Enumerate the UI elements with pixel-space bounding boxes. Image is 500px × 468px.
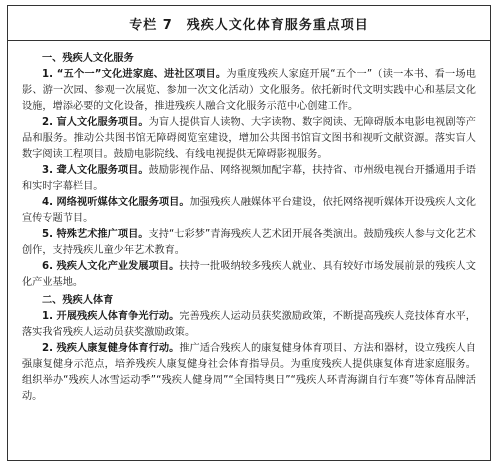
list-item [22, 227, 476, 259]
box-title-bar [8, 6, 490, 41]
item-head: 2. 残疾人康复健身体育行动。 [42, 343, 180, 354]
item-head: 3. 聋人文化服务项目。 [42, 165, 149, 176]
section-heading-culture: 一、残疾人文化服务 [42, 53, 134, 64]
item-body: 推广适合残疾人的康复健身体育项目、方法和器材，设立残疾人自强康复健身示范点，培养残疾人康复健身社会体育指导员。为重度残疾人提供康复体育进家庭服务。组织举办“残疾人冰雪运动季”“残疾人健身周”“全国特奥日”“残疾人环青海湖自行车赛”等体育品牌活动。 [22, 343, 476, 402]
item-head: 1. 开展残疾人体育争光行动。 [42, 311, 180, 322]
list-item [22, 67, 476, 115]
feature-box [7, 5, 491, 461]
list-item [22, 115, 476, 163]
item-body: 鼓励影视作品、网络视频加配字幕，扶持省、市州级电视台开播通用手语和实时字幕栏目。 [22, 165, 476, 192]
item-body: 为重度残疾人家庭开展“五个一”（读一本书、看一场电影、游一次园、参观一次展览、参加一次文化活动）文化服务。依托新时代文明实践中心和基层文化设施，增添必要的文化设备，推进残疾人融合文化服务示范中心创建工作。 [22, 69, 476, 112]
box-content [8, 41, 490, 405]
item-head: 4. 网络视听媒体文化服务项目。 [42, 197, 190, 208]
box-title: 残疾人文化体育服务重点项目 [186, 17, 369, 33]
item-head: 5. 特殊艺术推广项目。 [42, 229, 149, 240]
item-head: 2. 盲人文化服务项目。 [42, 117, 149, 128]
list-item [22, 195, 476, 227]
item-body: 扶持一批吸纳较多残疾人就业、具有较好市场发展前景的残疾人文化产业基地。 [22, 261, 476, 288]
item-body: 完善残疾人运动员获奖激励政策，不断提高残疾人竞技体育水平，落实我省残疾人运动员获奖激励政策。 [22, 311, 476, 338]
list-item [22, 309, 476, 341]
list-item [22, 259, 476, 291]
item-body: 支持“七彩梦”青海残疾人艺术团开展各类演出。鼓励残疾人参与文化艺术创作，支持残疾儿童少年艺术教育。 [22, 229, 476, 256]
item-head: 1. “五个一”文化进家庭、进社区项目。 [42, 69, 227, 80]
item-head: 6. 残疾人文化产业发展项目。 [42, 261, 180, 272]
box-number: 专栏 7 [129, 17, 173, 33]
item-body: 为盲人提供盲人读物、大字读物、数字阅读、无障碍版本电影电视剧等产品和服务。推动公共图书馆无障碍阅览室建设，增加公共图书馆盲文图书和视听文献资源。落实盲人数字阅读工程项目。鼓励电影院线、有线电视提供无障碍影视服务。 [22, 117, 476, 160]
item-body: 加强残疾人融媒体平台建设，依托网络视听媒体开设残疾人文化宣传专题节目。 [22, 197, 476, 224]
section-heading-sports: 二、残疾人体育 [42, 295, 114, 306]
list-item [22, 341, 476, 405]
list-item [22, 163, 476, 195]
